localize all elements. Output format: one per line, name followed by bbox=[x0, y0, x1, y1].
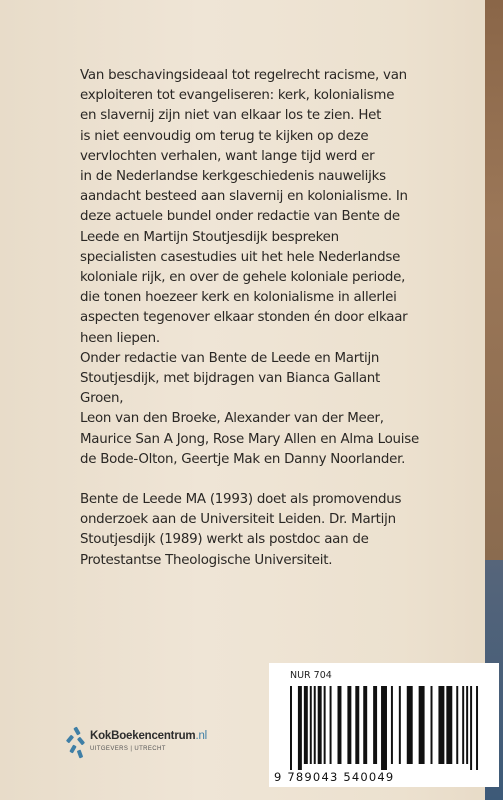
authors-line: Protestantse Theologische Universiteit. bbox=[80, 552, 333, 568]
barcode-bar bbox=[338, 686, 342, 764]
publisher-logo-icon bbox=[66, 724, 88, 764]
barcode-bar bbox=[476, 686, 478, 770]
isbn-number: 9 789043 540049 bbox=[274, 770, 395, 784]
barcode-bar bbox=[314, 686, 316, 764]
barcode-bar bbox=[446, 686, 452, 764]
publisher-name bbox=[90, 730, 207, 742]
blurb-line: Leede en Martijn Stoutjesdijk bespreken bbox=[80, 229, 339, 245]
blurb-line: koloniale rijk, en over de gehele koloniale periode, bbox=[80, 270, 406, 286]
blurb-line: heen liepen. bbox=[80, 330, 160, 346]
barcode-bar bbox=[304, 686, 308, 764]
contributors-line: Onder redactie van Bente de Leede en Martijn bbox=[80, 350, 380, 366]
barcode-bar bbox=[407, 686, 413, 764]
authors-line: Stoutjesdijk (1989) werkt als postdoc aan de bbox=[80, 532, 369, 548]
blurb-paragraph bbox=[80, 66, 426, 349]
barcode-bar bbox=[466, 686, 468, 764]
barcode-bar bbox=[290, 686, 292, 770]
authors-line: onderzoek aan de Universiteit Leiden. Dr. Martijn bbox=[80, 512, 396, 528]
barcode-bar bbox=[391, 686, 393, 764]
authors-paragraph bbox=[80, 490, 426, 571]
blurb-line: aspecten tegenover elkaar stonden én door elkaar bbox=[80, 310, 408, 326]
barcode-bar bbox=[431, 686, 433, 764]
publisher-tld: .nl bbox=[195, 730, 207, 742]
barcode-bar bbox=[381, 686, 387, 770]
barcode-bars bbox=[290, 686, 480, 770]
nur-code: NUR 704 bbox=[290, 670, 332, 681]
contributors-line: Stoutjesdijk, met bijdragen van Bianca Gallant Groen, bbox=[80, 371, 381, 407]
publisher-logo bbox=[66, 724, 266, 768]
spine-stripe-top bbox=[485, 0, 503, 560]
blurb-line: die tonen hoezeer kerk en kolonialisme in allerlei bbox=[80, 290, 397, 306]
authors-line: Bente de Leede MA (1993) doet als promovendus bbox=[80, 492, 402, 508]
barcode-bar bbox=[438, 686, 444, 764]
barcode-bar bbox=[373, 686, 377, 764]
barcode-bar bbox=[399, 686, 401, 764]
barcode-bar bbox=[456, 686, 458, 764]
blurb-line: en slavernij zijn niet van elkaar los te zien. Het bbox=[80, 108, 382, 124]
barcode-bar bbox=[462, 686, 464, 764]
publisher-subtitle: UITGEVERS | UTRECHT bbox=[90, 746, 166, 752]
contributors-line: Leon van den Broeke, Alexander van der Meer, bbox=[80, 411, 384, 427]
barcode-bar bbox=[324, 686, 326, 764]
blurb-line: in de Nederlandse kerkgeschiedenis nauwelijks bbox=[80, 169, 386, 185]
barcode-bar bbox=[330, 686, 332, 764]
blurb-line: exploiteren tot evangeliseren: kerk, kolonialisme bbox=[80, 88, 395, 104]
barcode-bar bbox=[347, 686, 351, 764]
publisher-name-text: KokBoekencentrum bbox=[90, 730, 196, 742]
contributors-line: Maurice San A Jong, Rose Mary Allen en Alma Louise bbox=[80, 431, 419, 447]
barcode-bar bbox=[355, 686, 359, 764]
blurb-line: specialisten casestudies uit het hele Nederlandse bbox=[80, 249, 401, 265]
blurb-line: Van beschavingsideaal tot regelrecht racisme, van bbox=[80, 68, 407, 83]
barcode-bar bbox=[470, 686, 472, 770]
paragraph-gap bbox=[80, 470, 426, 490]
blurb-line: aandacht besteed aan slavernij en kolonialisme. In bbox=[80, 189, 408, 205]
barcode-bar bbox=[298, 686, 302, 770]
blurb-line: vervlochten verhalen, want lange tijd werd er bbox=[80, 148, 375, 164]
barcode-bar bbox=[318, 686, 322, 764]
contributors-paragraph bbox=[80, 349, 426, 470]
barcode-bar bbox=[310, 686, 312, 764]
blurb-line: deze actuele bundel onder redactie van Bente de bbox=[80, 209, 400, 225]
cover-text bbox=[80, 66, 426, 571]
blurb-line: is niet eenvoudig om terug te kijken op deze bbox=[80, 128, 369, 144]
contributors-line: de Bode-Olton, Geertje Mak en Danny Noorlander. bbox=[80, 451, 406, 467]
barcode-bar bbox=[419, 686, 425, 764]
barcode-bar bbox=[363, 686, 367, 764]
